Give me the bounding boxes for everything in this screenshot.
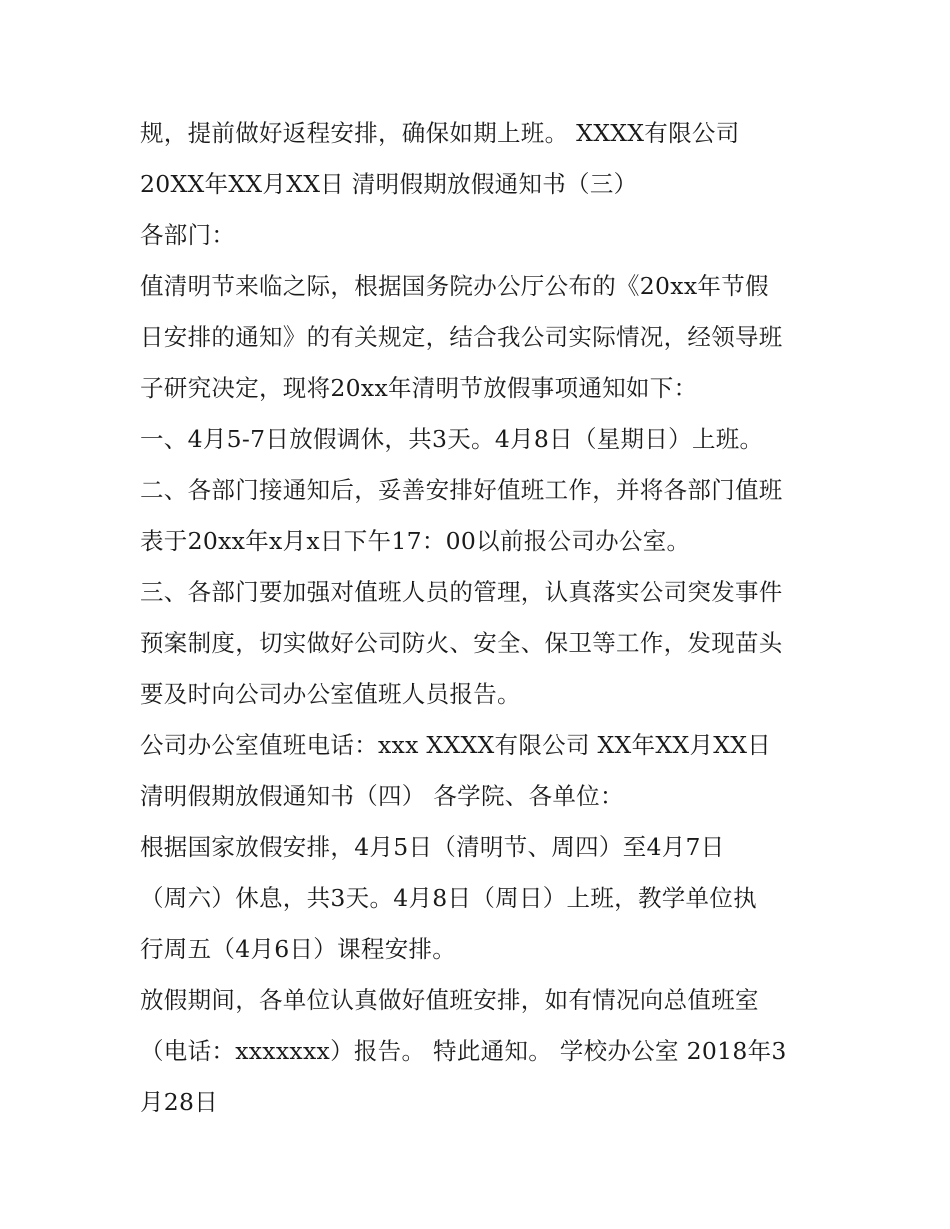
text-line: 表于20xx年x月x日下午17：00以前报公司办公室。 bbox=[140, 527, 691, 555]
text-line: 三、各部门要加强对值班人员的管理，认真落实公司突发事件 bbox=[140, 578, 783, 606]
text-line: 一、4月5-7日放假调休，共3天。4月8日（星期日）上班。 bbox=[140, 425, 764, 453]
document-body bbox=[140, 108, 830, 1128]
text-line: 子研究决定，现将20xx年清明节放假事项通知如下： bbox=[140, 374, 698, 402]
text-line: 规，提前做好返程安排，确保如期上班。 XXXX有限公司 bbox=[140, 119, 740, 147]
text-line: 二、各部门接通知后，妥善安排好值班工作，并将各部门值班 bbox=[140, 476, 783, 504]
text-line: 20XX年XX月XX日 清明假期放假通知书（三） bbox=[140, 170, 638, 198]
text-line: 值清明节来临之际，根据国务院办公厅公布的《20xx年节假 bbox=[140, 272, 769, 300]
text-line: 根据国家放假安排，4月5日（清明节、周四）至4月7日 bbox=[140, 833, 725, 861]
text-line: （电话：xxxxxxx）报告。 特此通知。 学校办公室 2018年3 bbox=[140, 1037, 787, 1065]
text-line: 公司办公室值班电话：xxx XXXX有限公司 XX年XX月XX日 bbox=[140, 731, 772, 759]
text-line: 各部门： bbox=[140, 221, 236, 249]
text-line: 放假期间，各单位认真做好值班安排，如有情况向总值班室 bbox=[140, 986, 759, 1014]
text-line: 要及时向公司办公室值班人员报告。 bbox=[140, 680, 521, 708]
text-line: 行周五（4月6日）课程安排。 bbox=[140, 935, 457, 963]
text-line: 清明假期放假通知书（四） 各学院、各单位： bbox=[140, 782, 624, 810]
text-line: 月28日 bbox=[140, 1088, 219, 1116]
text-line: 日安排的通知》的有关规定，结合我公司实际情况，经领导班 bbox=[140, 323, 783, 351]
text-line: （周六）休息，共3天。4月8日（周日）上班，教学单位执 bbox=[140, 884, 757, 912]
text-line: 预案制度，切实做好公司防火、安全、保卫等工作，发现苗头 bbox=[140, 629, 783, 657]
